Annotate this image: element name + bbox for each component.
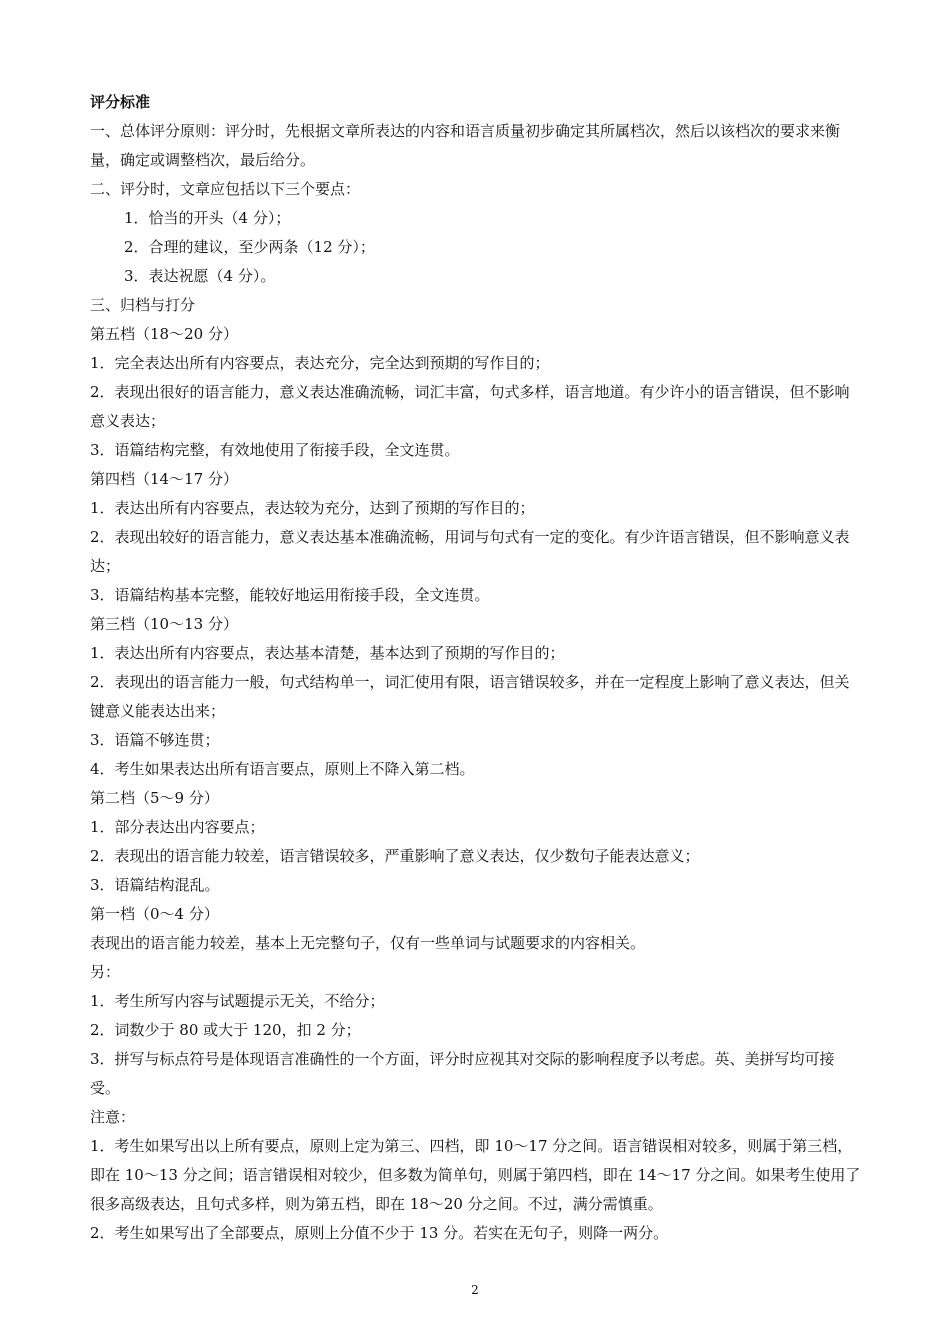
key-point-3: 3．表达祝愿（4 分）。	[124, 267, 276, 285]
document-title: 评分标准	[90, 93, 151, 111]
grade3-item-3: 3．语篇不够连贯；	[90, 731, 220, 749]
scoring-document	[90, 88, 862, 1248]
grade3-label: 第三档（10～13 分）	[90, 615, 238, 633]
grade3-item-2: 2．表现出的语言能力一般，句式结构单一，词汇使用有限，语言错误较多，并在一定程度上影响了意义表达，但关键意义能表达出来；	[90, 673, 850, 720]
overall-principle: 一、总体评分原则：评分时，先根据文章所表达的内容和语言质量初步确定其所属档次，然后以该档次的要求来衡量，确定或调整档次，最后给分。	[90, 122, 841, 169]
notes-item-2: 2．考生如果写出了全部要点，原则上分值不少于 13 分。若实在无句子，则降一两分。	[90, 1224, 669, 1242]
grade5-item-2: 2．表现出很好的语言能力，意义表达准确流畅，词汇丰富，句式多样，语言地道。有少许小的语言错误，但不影响意义表达；	[90, 383, 850, 430]
key-point-1: 1．恰当的开头（4 分）；	[124, 209, 291, 227]
notes-item-1: 1．考生如果写出以上所有要点，原则上定为第三、四档，即 10～17 分之间。语言错误相对较多，则属于第三档，即在 10～13 分之间；语言错误相对较少，但多数为简单句，则属于第四档，即在 14～17 分之间。如果考生使用了很多高级表达，且句式多样，则为第五档，即在 18～20 分之间。不过，满分需慎重。	[90, 1137, 861, 1213]
grade2-item-2: 2．表现出的语言能力较差，语言错误较多，严重影响了意义表达，仅少数句子能表达意义；	[90, 847, 700, 865]
key-points-heading: 二、评分时，文章应包括以下三个要点：	[90, 180, 361, 198]
additional-item-3: 3．拼写与标点符号是体现语言准确性的一个方面，评分时应视其对交际的影响程度予以考虑。英、美拼写均可接受。	[90, 1050, 835, 1097]
grade2-label: 第二档（5～9 分）	[90, 789, 219, 807]
grade5-item-1: 1．完全表达出所有内容要点，表达充分，完全达到预期的写作目的；	[90, 354, 550, 372]
page-number: 2	[471, 1283, 479, 1297]
grade3-item-1: 1．表达出所有内容要点，表达基本清楚，基本达到了预期的写作目的；	[90, 644, 565, 662]
grade3-item-4: 4．考生如果表达出所有语言要点，原则上不降入第二档。	[90, 760, 475, 778]
grade4-item-1: 1．表达出所有内容要点，表达较为充分，达到了预期的写作目的；	[90, 499, 535, 517]
grade4-label: 第四档（14～17 分）	[90, 470, 238, 488]
grade4-item-3: 3．语篇结构基本完整，能较好地运用衔接手段，全文连贯。	[90, 586, 490, 604]
additional-item-1: 1．考生所写内容与试题提示无关，不给分；	[90, 992, 385, 1010]
grade5-item-3: 3．语篇结构完整，有效地使用了衔接手段，全文连贯。	[90, 441, 460, 459]
notes-label: 注意：	[90, 1108, 136, 1126]
grading-heading: 三、归档与打分	[90, 296, 196, 314]
additional-label: 另：	[90, 963, 121, 981]
grade2-item-3: 3．语篇结构混乱。	[90, 876, 220, 894]
key-point-2: 2．合理的建议，至少两条（12 分）；	[124, 238, 375, 256]
grade5-label: 第五档（18～20 分）	[90, 325, 238, 343]
grade1-label: 第一档（0～4 分）	[90, 905, 219, 923]
additional-item-2: 2．词数少于 80 或大于 120，扣 2 分；	[90, 1021, 361, 1039]
grade4-item-2: 2．表现出较好的语言能力，意义表达基本准确流畅，用词与句式有一定的变化。有少许语言错误，但不影响意义表达；	[90, 528, 850, 575]
grade1-description: 表现出的语言能力较差，基本上无完整句子，仅有一些单词与试题要求的内容相关。	[90, 934, 646, 952]
grade2-item-1: 1．部分表达出内容要点；	[90, 818, 265, 836]
